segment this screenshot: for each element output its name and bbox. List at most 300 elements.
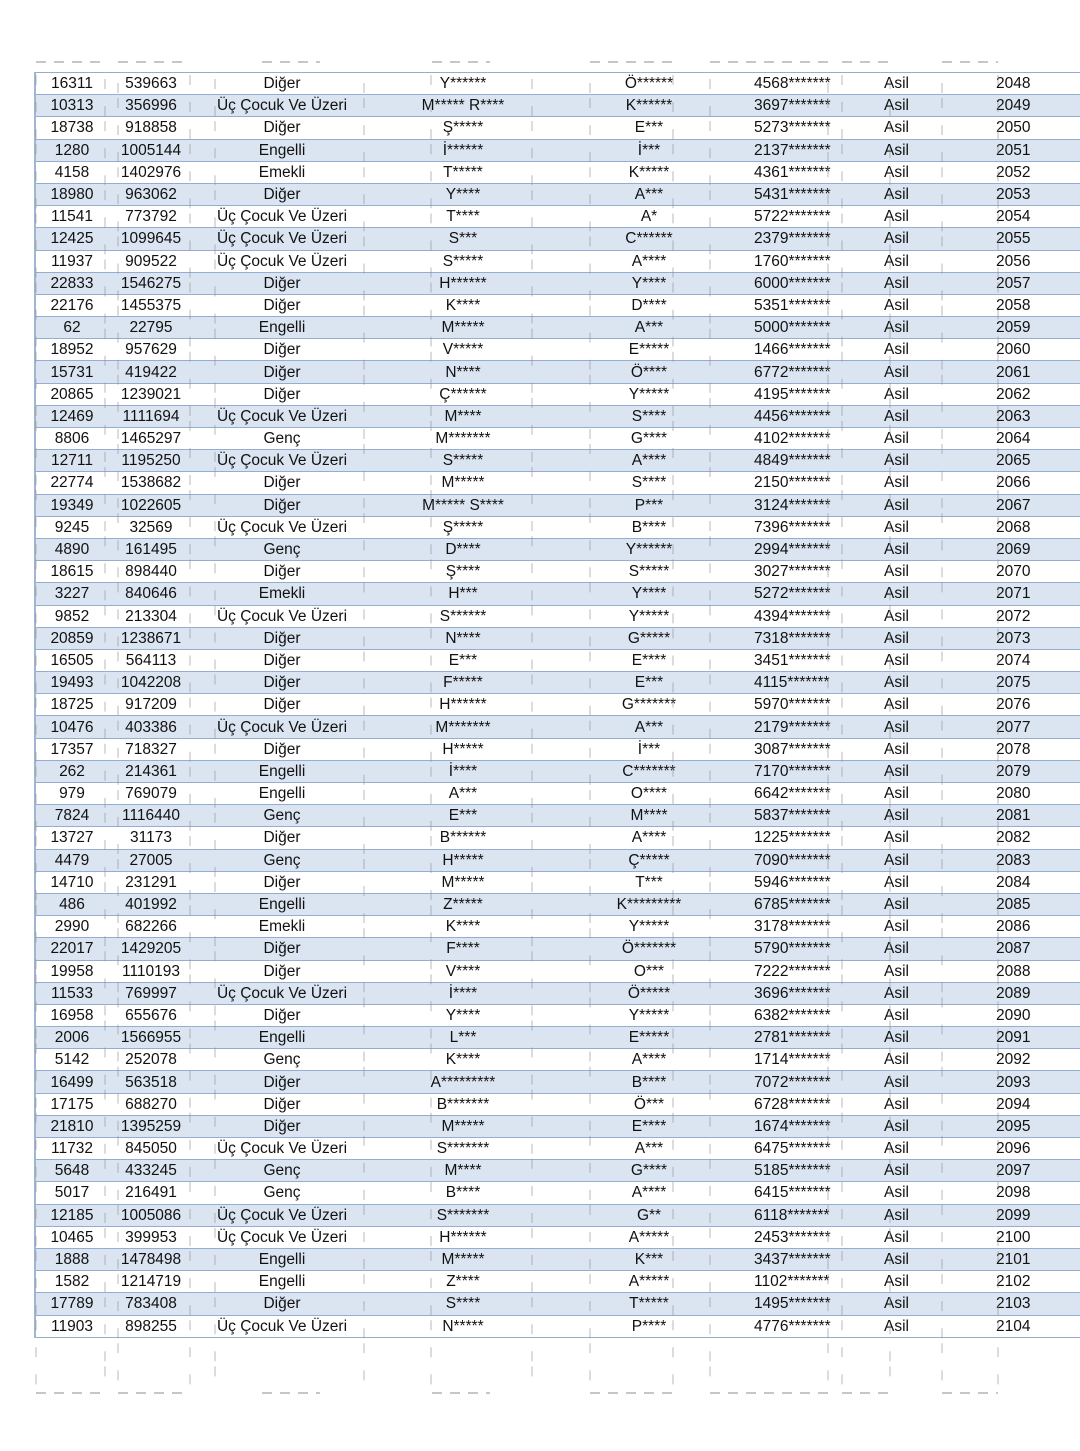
cell-status: Asil bbox=[884, 960, 936, 982]
cell-draw-order: 2065 bbox=[936, 450, 1080, 472]
cell-sequence-no: 8806 bbox=[35, 428, 108, 450]
cell-category: Engelli bbox=[194, 1027, 370, 1049]
table-row bbox=[35, 1004, 1080, 1026]
table-row bbox=[35, 893, 1080, 915]
cell-last-name: Ç***** bbox=[556, 849, 742, 871]
cell-category: Diğer bbox=[194, 73, 370, 95]
cell-id-number: 3087******* bbox=[742, 738, 884, 760]
cell-last-name: E***** bbox=[556, 339, 742, 361]
cell-status: Asil bbox=[884, 139, 936, 161]
cell-status: Asil bbox=[884, 694, 936, 716]
cell-id-number: 4195******* bbox=[742, 383, 884, 405]
cell-first-name: B**** bbox=[370, 1182, 556, 1204]
cell-last-name: K*** bbox=[556, 1248, 742, 1270]
cell-draw-order: 2057 bbox=[936, 272, 1080, 294]
cell-last-name: A***** bbox=[556, 1226, 742, 1248]
table-row bbox=[35, 938, 1080, 960]
cell-first-name: V***** bbox=[370, 339, 556, 361]
cell-status: Asil bbox=[884, 1138, 936, 1160]
cell-category: Üç Çocuk Ve Üzeri bbox=[194, 716, 370, 738]
cell-id-number: 6772******* bbox=[742, 361, 884, 383]
cell-application-no: 1566955 bbox=[108, 1027, 194, 1049]
cell-last-name: A*** bbox=[556, 317, 742, 339]
cell-application-no: 214361 bbox=[108, 760, 194, 782]
cell-application-no: 1099645 bbox=[108, 228, 194, 250]
table-row bbox=[35, 294, 1080, 316]
table-row bbox=[35, 1315, 1080, 1337]
cell-first-name: N***** bbox=[370, 1315, 556, 1337]
cell-application-no: 399953 bbox=[108, 1226, 194, 1248]
cell-category: Üç Çocuk Ve Üzeri bbox=[194, 1138, 370, 1160]
cell-application-no: 1042208 bbox=[108, 672, 194, 694]
cell-sequence-no: 5648 bbox=[35, 1160, 108, 1182]
cell-status: Asil bbox=[884, 1226, 936, 1248]
cell-application-no: 898440 bbox=[108, 561, 194, 583]
cell-category: Engelli bbox=[194, 1248, 370, 1270]
cell-id-number: 5185******* bbox=[742, 1160, 884, 1182]
cell-sequence-no: 16958 bbox=[35, 1004, 108, 1026]
cell-id-number: 3696******* bbox=[742, 982, 884, 1004]
cell-application-no: 216491 bbox=[108, 1182, 194, 1204]
cell-first-name: M**** bbox=[370, 405, 556, 427]
table-row bbox=[35, 649, 1080, 671]
cell-application-no: 419422 bbox=[108, 361, 194, 383]
cell-id-number: 3124******* bbox=[742, 494, 884, 516]
cell-status: Asil bbox=[884, 827, 936, 849]
table-row bbox=[35, 317, 1080, 339]
cell-first-name: Ş***** bbox=[370, 117, 556, 139]
cell-first-name: V**** bbox=[370, 960, 556, 982]
table-row bbox=[35, 1138, 1080, 1160]
table-row bbox=[35, 605, 1080, 627]
cell-id-number: 4361******* bbox=[742, 161, 884, 183]
cell-id-number: 2150******* bbox=[742, 472, 884, 494]
table-row bbox=[35, 827, 1080, 849]
cell-id-number: 3178******* bbox=[742, 916, 884, 938]
cell-application-no: 783408 bbox=[108, 1293, 194, 1315]
cell-sequence-no: 14710 bbox=[35, 871, 108, 893]
table-row bbox=[35, 1226, 1080, 1248]
cell-category: Diğer bbox=[194, 871, 370, 893]
cell-sequence-no: 5142 bbox=[35, 1049, 108, 1071]
cell-sequence-no: 18615 bbox=[35, 561, 108, 583]
cell-status: Asil bbox=[884, 250, 936, 272]
cell-first-name: Ş***** bbox=[370, 516, 556, 538]
cell-sequence-no: 1280 bbox=[35, 139, 108, 161]
cell-category: Diğer bbox=[194, 561, 370, 583]
cell-id-number: 4776******* bbox=[742, 1315, 884, 1337]
cell-draw-order: 2049 bbox=[936, 95, 1080, 117]
table-row bbox=[35, 383, 1080, 405]
cell-sequence-no: 12711 bbox=[35, 450, 108, 472]
results-table bbox=[34, 72, 1080, 1338]
cell-draw-order: 2079 bbox=[936, 760, 1080, 782]
cell-first-name: N**** bbox=[370, 361, 556, 383]
cell-category: Genç bbox=[194, 538, 370, 560]
cell-sequence-no: 22833 bbox=[35, 272, 108, 294]
cell-category: Engelli bbox=[194, 783, 370, 805]
cell-id-number: 5000******* bbox=[742, 317, 884, 339]
cell-sequence-no: 4890 bbox=[35, 538, 108, 560]
cell-category: Diğer bbox=[194, 738, 370, 760]
cell-status: Asil bbox=[884, 405, 936, 427]
cell-draw-order: 2054 bbox=[936, 206, 1080, 228]
table-row bbox=[35, 583, 1080, 605]
cell-sequence-no: 10476 bbox=[35, 716, 108, 738]
cell-draw-order: 2098 bbox=[936, 1182, 1080, 1204]
cell-status: Asil bbox=[884, 672, 936, 694]
cell-draw-order: 2062 bbox=[936, 383, 1080, 405]
cell-id-number: 2379******* bbox=[742, 228, 884, 250]
cell-draw-order: 2073 bbox=[936, 627, 1080, 649]
cell-draw-order: 2090 bbox=[936, 1004, 1080, 1026]
cell-id-number: 1102******* bbox=[742, 1271, 884, 1293]
cell-status: Asil bbox=[884, 206, 936, 228]
cell-last-name: K****** bbox=[556, 95, 742, 117]
cell-first-name: M***** bbox=[370, 472, 556, 494]
cell-last-name: A**** bbox=[556, 827, 742, 849]
table-row bbox=[35, 206, 1080, 228]
cell-sequence-no: 20865 bbox=[35, 383, 108, 405]
cell-category: Engelli bbox=[194, 760, 370, 782]
cell-draw-order: 2048 bbox=[936, 73, 1080, 95]
cell-first-name: S******* bbox=[370, 1204, 556, 1226]
cell-last-name: İ*** bbox=[556, 139, 742, 161]
cell-last-name: E**** bbox=[556, 649, 742, 671]
cell-category: Üç Çocuk Ve Üzeri bbox=[194, 95, 370, 117]
cell-id-number: 6000******* bbox=[742, 272, 884, 294]
cell-draw-order: 2052 bbox=[936, 161, 1080, 183]
cell-status: Asil bbox=[884, 428, 936, 450]
cell-application-no: 840646 bbox=[108, 583, 194, 605]
cell-first-name: H****** bbox=[370, 694, 556, 716]
cell-draw-order: 2058 bbox=[936, 294, 1080, 316]
table-row bbox=[35, 472, 1080, 494]
cell-last-name: P**** bbox=[556, 1315, 742, 1337]
cell-id-number: 4456******* bbox=[742, 405, 884, 427]
cell-first-name: İ****** bbox=[370, 139, 556, 161]
cell-application-no: 718327 bbox=[108, 738, 194, 760]
cell-sequence-no: 11937 bbox=[35, 250, 108, 272]
table-row bbox=[35, 1071, 1080, 1093]
cell-id-number: 4568******* bbox=[742, 73, 884, 95]
cell-status: Asil bbox=[884, 783, 936, 805]
cell-id-number: 3697******* bbox=[742, 95, 884, 117]
cell-last-name: G**** bbox=[556, 1160, 742, 1182]
table-row bbox=[35, 1182, 1080, 1204]
cell-category: Diğer bbox=[194, 938, 370, 960]
cell-draw-order: 2082 bbox=[936, 827, 1080, 849]
cell-sequence-no: 1582 bbox=[35, 1271, 108, 1293]
table-row bbox=[35, 716, 1080, 738]
cell-status: Asil bbox=[884, 272, 936, 294]
cell-application-no: 957629 bbox=[108, 339, 194, 361]
cell-application-no: 433245 bbox=[108, 1160, 194, 1182]
cell-last-name: A**** bbox=[556, 1182, 742, 1204]
cell-first-name: M***** bbox=[370, 1115, 556, 1137]
cell-status: Asil bbox=[884, 1093, 936, 1115]
cell-first-name: K**** bbox=[370, 1049, 556, 1071]
cell-sequence-no: 20859 bbox=[35, 627, 108, 649]
cell-last-name: A* bbox=[556, 206, 742, 228]
cell-category: Genç bbox=[194, 849, 370, 871]
table-row bbox=[35, 538, 1080, 560]
cell-id-number: 5351******* bbox=[742, 294, 884, 316]
cell-id-number: 5722******* bbox=[742, 206, 884, 228]
cell-sequence-no: 9852 bbox=[35, 605, 108, 627]
cell-application-no: 403386 bbox=[108, 716, 194, 738]
table-row bbox=[35, 760, 1080, 782]
cell-sequence-no: 262 bbox=[35, 760, 108, 782]
table-row bbox=[35, 1115, 1080, 1137]
cell-status: Asil bbox=[884, 538, 936, 560]
cell-category: Engelli bbox=[194, 893, 370, 915]
cell-status: Asil bbox=[884, 893, 936, 915]
cell-application-no: 688270 bbox=[108, 1093, 194, 1115]
cell-status: Asil bbox=[884, 1160, 936, 1182]
cell-first-name: E*** bbox=[370, 649, 556, 671]
cell-last-name: Ö******* bbox=[556, 938, 742, 960]
cell-last-name: İ*** bbox=[556, 738, 742, 760]
cell-first-name: S*** bbox=[370, 228, 556, 250]
cell-first-name: H***** bbox=[370, 849, 556, 871]
cell-status: Asil bbox=[884, 938, 936, 960]
table-row bbox=[35, 849, 1080, 871]
cell-last-name: Y***** bbox=[556, 916, 742, 938]
cell-id-number: 7170******* bbox=[742, 760, 884, 782]
cell-first-name: Ş**** bbox=[370, 561, 556, 583]
cell-first-name: H*** bbox=[370, 583, 556, 605]
table-row bbox=[35, 339, 1080, 361]
cell-draw-order: 2086 bbox=[936, 916, 1080, 938]
cell-application-no: 1022605 bbox=[108, 494, 194, 516]
cell-last-name: Y***** bbox=[556, 383, 742, 405]
table-row bbox=[35, 916, 1080, 938]
cell-last-name: Ö****** bbox=[556, 73, 742, 95]
cell-draw-order: 2069 bbox=[936, 538, 1080, 560]
cell-sequence-no: 11903 bbox=[35, 1315, 108, 1337]
cell-application-no: 1214719 bbox=[108, 1271, 194, 1293]
cell-id-number: 1760******* bbox=[742, 250, 884, 272]
cell-category: Diğer bbox=[194, 694, 370, 716]
cell-status: Asil bbox=[884, 339, 936, 361]
cell-last-name: G******* bbox=[556, 694, 742, 716]
table-row bbox=[35, 1293, 1080, 1315]
table-row bbox=[35, 117, 1080, 139]
cell-first-name: M***** R**** bbox=[370, 95, 556, 117]
cell-last-name: G***** bbox=[556, 627, 742, 649]
cell-draw-order: 2074 bbox=[936, 649, 1080, 671]
cell-status: Asil bbox=[884, 1293, 936, 1315]
cell-id-number: 2179******* bbox=[742, 716, 884, 738]
cell-id-number: 3451******* bbox=[742, 649, 884, 671]
cell-category: Diğer bbox=[194, 183, 370, 205]
cell-last-name: Y**** bbox=[556, 272, 742, 294]
cell-draw-order: 2059 bbox=[936, 317, 1080, 339]
cell-first-name: F**** bbox=[370, 938, 556, 960]
cell-first-name: M******* bbox=[370, 428, 556, 450]
cell-id-number: 2137******* bbox=[742, 139, 884, 161]
cell-last-name: E*** bbox=[556, 117, 742, 139]
table-row bbox=[35, 672, 1080, 694]
cell-id-number: 7090******* bbox=[742, 849, 884, 871]
table-row bbox=[35, 1160, 1080, 1182]
cell-application-no: 231291 bbox=[108, 871, 194, 893]
cell-first-name: S****** bbox=[370, 605, 556, 627]
cell-category: Üç Çocuk Ve Üzeri bbox=[194, 450, 370, 472]
cell-application-no: 898255 bbox=[108, 1315, 194, 1337]
cell-application-no: 1110193 bbox=[108, 960, 194, 982]
cell-first-name: F***** bbox=[370, 672, 556, 694]
table-row bbox=[35, 139, 1080, 161]
cell-id-number: 4102******* bbox=[742, 428, 884, 450]
cell-application-no: 1429205 bbox=[108, 938, 194, 960]
cell-sequence-no: 12425 bbox=[35, 228, 108, 250]
cell-sequence-no: 11541 bbox=[35, 206, 108, 228]
cell-first-name: M******* bbox=[370, 716, 556, 738]
cell-draw-order: 2070 bbox=[936, 561, 1080, 583]
table-row bbox=[35, 982, 1080, 1004]
cell-sequence-no: 10313 bbox=[35, 95, 108, 117]
cell-status: Asil bbox=[884, 1315, 936, 1337]
cell-draw-order: 2053 bbox=[936, 183, 1080, 205]
cell-application-no: 1455375 bbox=[108, 294, 194, 316]
cell-status: Asil bbox=[884, 849, 936, 871]
cell-last-name: D**** bbox=[556, 294, 742, 316]
cell-first-name: M***** bbox=[370, 317, 556, 339]
cell-application-no: 1538682 bbox=[108, 472, 194, 494]
cell-draw-order: 2088 bbox=[936, 960, 1080, 982]
cell-last-name: Ö***** bbox=[556, 982, 742, 1004]
cell-status: Asil bbox=[884, 982, 936, 1004]
cell-application-no: 1478498 bbox=[108, 1248, 194, 1270]
cell-status: Asil bbox=[884, 383, 936, 405]
cell-sequence-no: 9245 bbox=[35, 516, 108, 538]
table-row bbox=[35, 738, 1080, 760]
cell-first-name: M**** bbox=[370, 1160, 556, 1182]
cell-first-name: İ**** bbox=[370, 982, 556, 1004]
cell-category: Engelli bbox=[194, 139, 370, 161]
table-row bbox=[35, 405, 1080, 427]
cell-draw-order: 2061 bbox=[936, 361, 1080, 383]
cell-category: Diğer bbox=[194, 827, 370, 849]
cell-first-name: B******* bbox=[370, 1093, 556, 1115]
cell-sequence-no: 13727 bbox=[35, 827, 108, 849]
cell-last-name: K********* bbox=[556, 893, 742, 915]
cell-application-no: 564113 bbox=[108, 649, 194, 671]
cell-category: Diğer bbox=[194, 1115, 370, 1137]
cell-application-no: 963062 bbox=[108, 183, 194, 205]
cell-status: Asil bbox=[884, 1071, 936, 1093]
cell-id-number: 5790******* bbox=[742, 938, 884, 960]
cell-status: Asil bbox=[884, 583, 936, 605]
cell-sequence-no: 3227 bbox=[35, 583, 108, 605]
cell-draw-order: 2080 bbox=[936, 783, 1080, 805]
cell-first-name: A*** bbox=[370, 783, 556, 805]
cell-id-number: 5273******* bbox=[742, 117, 884, 139]
cell-sequence-no: 62 bbox=[35, 317, 108, 339]
cell-last-name: O**** bbox=[556, 783, 742, 805]
table-row bbox=[35, 1204, 1080, 1226]
cell-application-no: 1395259 bbox=[108, 1115, 194, 1137]
cell-sequence-no: 22774 bbox=[35, 472, 108, 494]
cell-sequence-no: 17789 bbox=[35, 1293, 108, 1315]
cell-id-number: 6642******* bbox=[742, 783, 884, 805]
table-row bbox=[35, 1027, 1080, 1049]
cell-first-name: S***** bbox=[370, 450, 556, 472]
table-row bbox=[35, 1093, 1080, 1115]
cell-status: Asil bbox=[884, 760, 936, 782]
cell-status: Asil bbox=[884, 1182, 936, 1204]
cell-application-no: 769079 bbox=[108, 783, 194, 805]
cell-sequence-no: 18980 bbox=[35, 183, 108, 205]
cell-application-no: 918858 bbox=[108, 117, 194, 139]
cell-status: Asil bbox=[884, 294, 936, 316]
cell-sequence-no: 1888 bbox=[35, 1248, 108, 1270]
cell-status: Asil bbox=[884, 361, 936, 383]
cell-id-number: 3437******* bbox=[742, 1248, 884, 1270]
cell-sequence-no: 2006 bbox=[35, 1027, 108, 1049]
cell-sequence-no: 12469 bbox=[35, 405, 108, 427]
cell-last-name: T***** bbox=[556, 1293, 742, 1315]
table-row bbox=[35, 805, 1080, 827]
cell-status: Asil bbox=[884, 1271, 936, 1293]
cell-category: Diğer bbox=[194, 339, 370, 361]
cell-application-no: 1116440 bbox=[108, 805, 194, 827]
cell-sequence-no: 10465 bbox=[35, 1226, 108, 1248]
cell-draw-order: 2093 bbox=[936, 1071, 1080, 1093]
cell-id-number: 2453******* bbox=[742, 1226, 884, 1248]
cell-draw-order: 2094 bbox=[936, 1093, 1080, 1115]
cell-last-name: A*** bbox=[556, 1138, 742, 1160]
cell-id-number: 6415******* bbox=[742, 1182, 884, 1204]
cell-last-name: A**** bbox=[556, 450, 742, 472]
cell-last-name: G**** bbox=[556, 428, 742, 450]
cell-id-number: 7222******* bbox=[742, 960, 884, 982]
cell-category: Engelli bbox=[194, 1271, 370, 1293]
cell-status: Asil bbox=[884, 161, 936, 183]
table-row bbox=[35, 272, 1080, 294]
cell-category: Diğer bbox=[194, 272, 370, 294]
cell-application-no: 769997 bbox=[108, 982, 194, 1004]
table-row bbox=[35, 1049, 1080, 1071]
cell-sequence-no: 18738 bbox=[35, 117, 108, 139]
cell-status: Asil bbox=[884, 228, 936, 250]
cell-sequence-no: 4479 bbox=[35, 849, 108, 871]
cell-last-name: E***** bbox=[556, 1027, 742, 1049]
cell-status: Asil bbox=[884, 738, 936, 760]
cell-last-name: B**** bbox=[556, 516, 742, 538]
cell-first-name: L*** bbox=[370, 1027, 556, 1049]
cell-last-name: Ö**** bbox=[556, 361, 742, 383]
cell-sequence-no: 22017 bbox=[35, 938, 108, 960]
cell-first-name: Y**** bbox=[370, 183, 556, 205]
cell-category: Üç Çocuk Ve Üzeri bbox=[194, 982, 370, 1004]
cell-category: Üç Çocuk Ve Üzeri bbox=[194, 1204, 370, 1226]
cell-category: Genç bbox=[194, 428, 370, 450]
cell-status: Asil bbox=[884, 117, 936, 139]
cell-last-name: A***** bbox=[556, 1271, 742, 1293]
cell-last-name: E*** bbox=[556, 672, 742, 694]
cell-application-no: 1111694 bbox=[108, 405, 194, 427]
cell-last-name: T*** bbox=[556, 871, 742, 893]
cell-id-number: 1495******* bbox=[742, 1293, 884, 1315]
cell-id-number: 4394******* bbox=[742, 605, 884, 627]
cell-first-name: S**** bbox=[370, 1293, 556, 1315]
cell-first-name: N**** bbox=[370, 627, 556, 649]
cell-category: Diğer bbox=[194, 649, 370, 671]
cell-draw-order: 2077 bbox=[936, 716, 1080, 738]
